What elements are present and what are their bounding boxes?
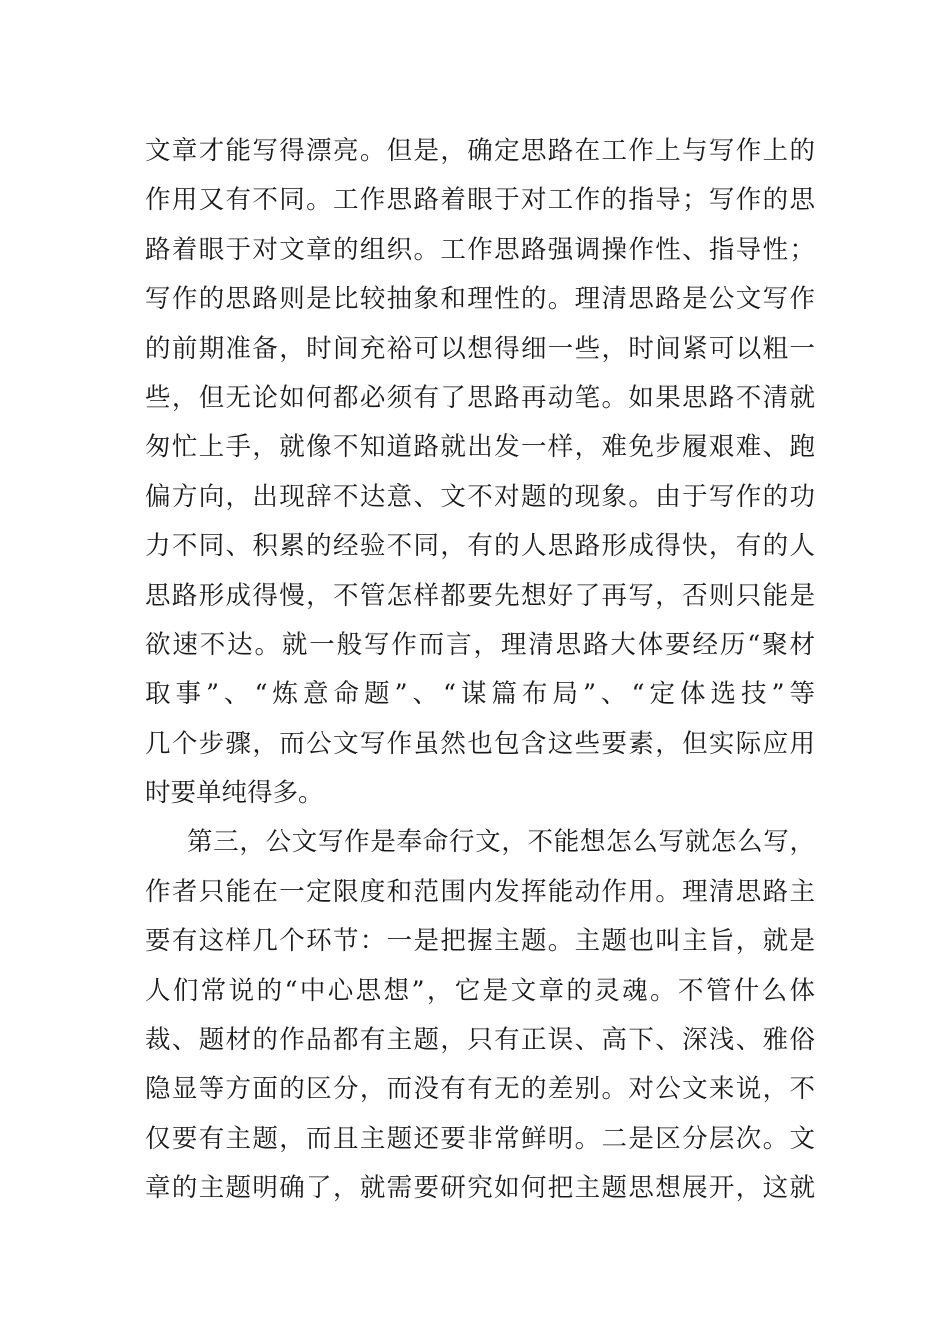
text-line: 作者只能在一定限度和范围内发挥能动作用。理清思路主 — [145, 876, 815, 907]
text-line: 第三，公文写作是奉命行文，不能想怎么写就怎么写， — [187, 827, 815, 858]
text-line: 偏方向，出现辞不达意、文不对题的现象。由于写作的功 — [145, 481, 815, 512]
text-line: 路着眼于对文章的组织。工作思路强调操作性、指导性； — [145, 234, 815, 265]
document-body — [145, 127, 815, 1214]
paragraph-1 — [145, 127, 815, 818]
text-line: 欲速不达。就一般写作而言，理清思路大体要经历“聚材 — [145, 629, 815, 660]
text-line: 人们常说的“中心思想”，它是文章的灵魂。不管什么体 — [145, 975, 815, 1006]
text-line: 取事”、“炼意命题”、“谋篇布局”、“定体选技”等 — [145, 679, 815, 710]
text-line: 裁、题材的作品都有主题，只有正误、高下、深浅、雅俗 — [145, 1025, 815, 1056]
text-line: 隐显等方面的区分，而没有有无的差别。对公文来说，不 — [145, 1074, 815, 1105]
text-line: 匆忙上手，就像不知道路就出发一样，难免步履艰难、跑 — [145, 432, 815, 463]
text-line: 写作的思路则是比较抽象和理性的。理清思路是公文写作 — [145, 284, 815, 315]
text-line: 章的主题明确了，就需要研究如何把主题思想展开，这就 — [145, 1173, 815, 1204]
text-line: 时要单纯得多。 — [145, 778, 324, 809]
text-line: 要有这样几个环节：一是把握主题。主题也叫主旨，就是 — [145, 926, 815, 957]
text-line: 些，但无论如何都必须有了思路再动笔。如果思路不清就 — [145, 382, 815, 413]
paragraph-2 — [145, 818, 815, 1213]
text-line: 力不同、积累的经验不同，有的人思路形成得快，有的人 — [145, 531, 815, 562]
text-line: 文章才能写得漂亮。但是，确定思路在工作上与写作上的 — [145, 136, 815, 166]
text-line: 仅要有主题，而且主题还要非常鲜明。二是区分层次。文 — [145, 1123, 815, 1154]
text-line: 的前期准备，时间充裕可以想得细一些，时间紧可以粗一 — [145, 333, 815, 364]
text-line: 思路形成得慢，不管怎样都要先想好了再写，否则只能是 — [145, 580, 815, 611]
text-line: 作用又有不同。工作思路着眼于对工作的指导；写作的思 — [145, 185, 815, 216]
text-line: 几个步骤，而公文写作虽然也包含这些要素，但实际应用 — [145, 728, 815, 759]
